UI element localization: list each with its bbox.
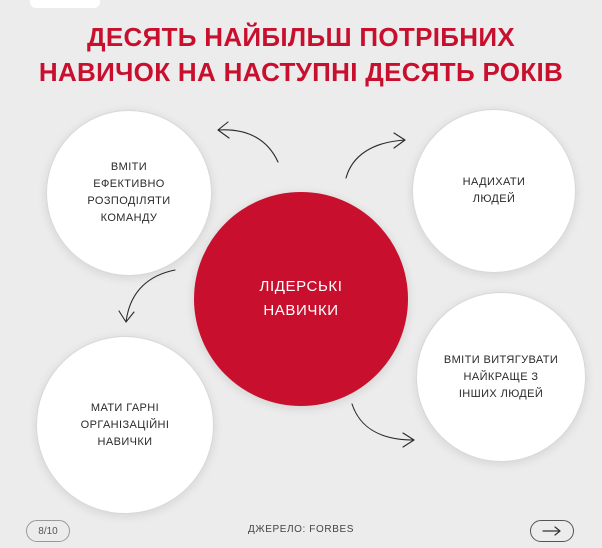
- skill-label-distribute-team: ВМІТИ ЕФЕКТИВНО РОЗПОДІЛЯТИ КОМАНДУ: [87, 161, 171, 224]
- skill-circle-organization: [36, 336, 214, 514]
- skill-label-best-of-others: ВМІТИ ВИТЯГУВАТИ НАЙКРАЩЕ З ІНШИХ ЛЮДЕЙ: [443, 353, 559, 400]
- skill-circle-inspire: [412, 109, 576, 273]
- leadership-center-circle: [194, 192, 408, 406]
- skill-label-organization: МАТИ ГАРНІ ОРГАНІЗАЦІЙНІ НАВИЧКИ: [80, 401, 170, 448]
- skill-label-inspire: НАДИХАТИ ЛЮДЕЙ: [462, 176, 526, 205]
- title-line-1: ДЕСЯТЬ НАЙБІЛЬШ ПОТРІБНИХ: [87, 22, 515, 52]
- title-line-2: НАВИЧОК НА НАСТУПНІ ДЕСЯТЬ РОКІВ: [38, 57, 564, 87]
- skill-circle-best-of-others: [416, 292, 586, 462]
- arrow-top-left: [218, 130, 278, 162]
- source-credit: ДЖЕРЕЛО: FORBES: [247, 524, 355, 535]
- arrow-top-right: [346, 140, 405, 178]
- next-button[interactable]: [530, 520, 574, 542]
- page-indicator: 8/10: [26, 520, 70, 542]
- skill-circle-distribute-team: [46, 110, 212, 276]
- arrow-left: [126, 270, 175, 322]
- arrow-right-icon: [542, 526, 562, 536]
- leadership-label: ЛІДЕРСЬКІ НАВИЧКИ: [259, 278, 343, 319]
